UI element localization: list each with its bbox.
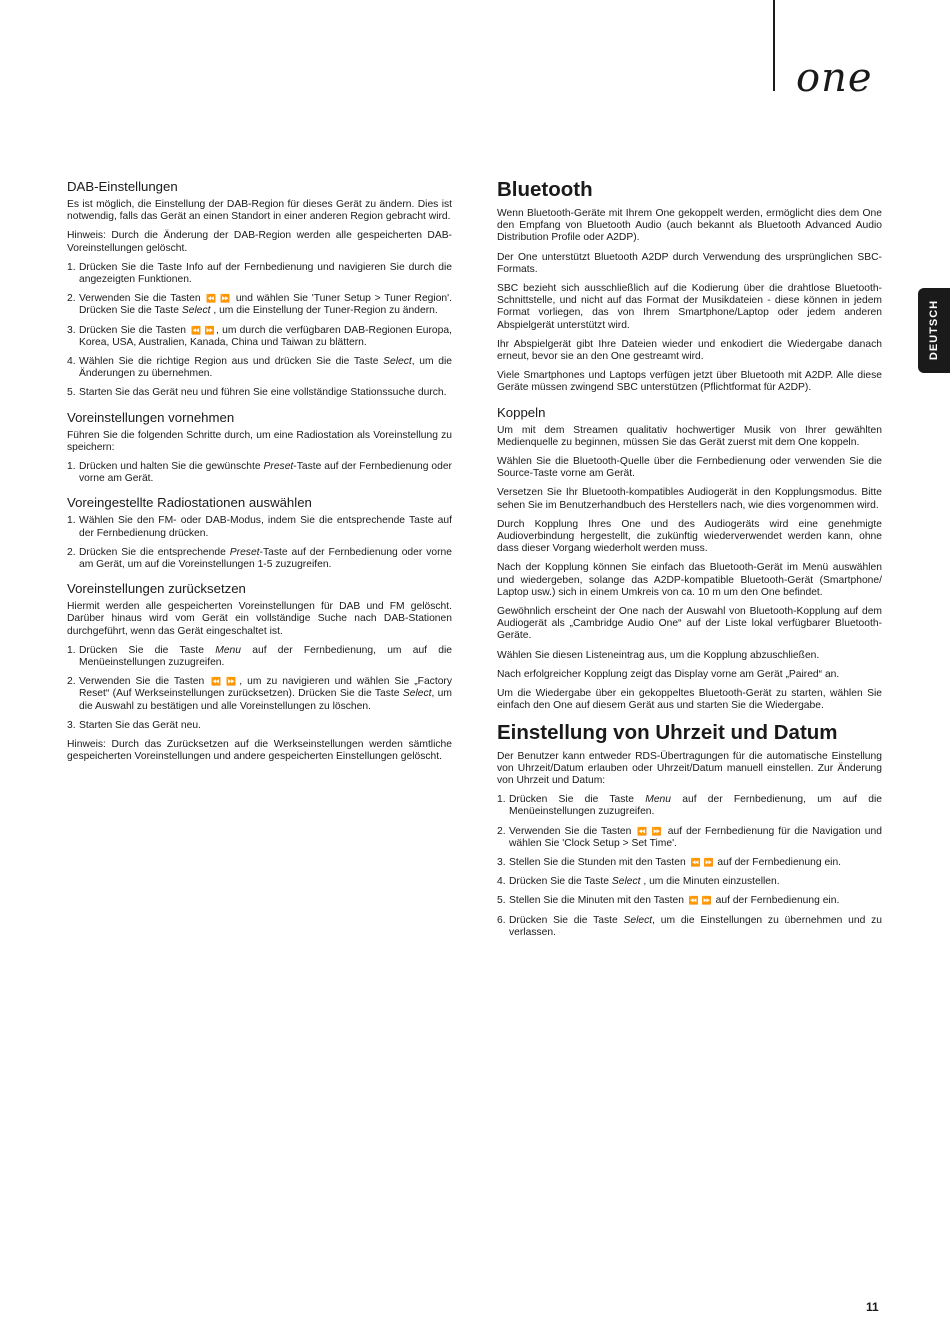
dab-intro-paragraph: Es ist möglich, die Einstellung der DAB-Region für dieses Gerät zu ändern. Dies ist notwendig, falls das Gerät an einen Standort in einer anderen Region gebracht wird. [67, 199, 452, 223]
bluetooth-paragraph: Der One unterstützt Bluetooth A2DP durch Verwendung des ursprünglichen SBC-Formats. [497, 251, 882, 275]
pairing-paragraph: Versetzen Sie Ihr Bluetooth-kompatibles Audiogerät in den Kopplungsmodus. Bitte sehen Sie im Benutzerhandbuch des Herstellers nach, wie dies vorgenommen wird. [497, 487, 882, 511]
list-item: 3. Stellen Sie die Stunden mit den Tasten ⏪ ⏩ auf der Fernbedienung ein. [497, 856, 842, 868]
list-item: 3. Starten Sie das Gerät neu. [67, 719, 201, 731]
pairing-paragraph: Um mit dem Streamen qualitativ hochwertiger Musik von Ihrer gewählten Medienquelle zu beginnen, müssen Sie das Gerät zuerst mit dem One koppeln. [497, 424, 882, 448]
select-steps-list [67, 515, 452, 571]
list-item: 6. Drücken Sie die Taste Select, um die Einstellungen zu übernehmen und zu verlassen. [497, 914, 882, 938]
list-item: 3. Drücken Sie die Tasten ⏪ ⏩ , um durch die verfügbaren DAB-Regionen Europa, Korea, USA, Australien, Kanada, China und Taiwan zu blättern. [67, 324, 452, 348]
list-item: 5. Starten Sie das Gerät neu und führen Sie eine vollständige Stationssuche durch. [67, 387, 447, 399]
list-item: 5. Stellen Sie die Minuten mit den Tasten ⏪ ⏩ auf der Fernbedienung ein. [497, 895, 840, 907]
right-column [497, 178, 882, 946]
page-number: 11 [866, 1300, 879, 1314]
reset-note-paragraph: Hinweis: Durch das Zurücksetzen auf die Werkseinstellungen werden sämtliche gespeicherten Voreinstellungen und andere gespeicherten Einstellungen gelöscht. [67, 739, 452, 763]
list-item: 2. Drücken Sie die entsprechende Preset-Taste auf der Fernbedienung oder vorne am Gerät, um auf die Voreinstellungen 1-5 zuzugreifen. [67, 546, 452, 571]
language-tab-label: DEUTSCH [928, 299, 940, 361]
list-item: 2. Verwenden Sie die Tasten ⏪ ⏩ auf der Fernbedienung für die Navigation und wählen Sie 'Clock Setup > Set Time'. [497, 825, 882, 849]
skip-back-icon: ⏪ [191, 325, 201, 335]
pairing-paragraph: Nach erfolgreicher Kopplung zeigt das Display vorne am Gerät „Paired“ an. [497, 668, 840, 680]
bluetooth-paragraph: SBC bezieht sich ausschließlich auf die Kodierung über die drahtlose Bluetooth-Schnittstelle, und nicht auf das Format der Musikdateien - diese können in jedem Format vorliegen, das von Ihrem Smartphone/Laptop oder jedem anderen Abspielgerät unterstützt wird. [497, 283, 882, 331]
skip-forward-icon: ⏩ [220, 294, 231, 304]
dab-settings-heading: DAB-Einstellungen [67, 179, 178, 194]
list-item: 1. Drücken und halten Sie die gewünschte Preset-Taste auf der Fernbedienung oder vorne am Gerät. [67, 461, 452, 485]
list-item: 1. Drücken Sie die Taste Menu auf der Fernbedienung, um auf die Menüeinstellungen zuzugreifen. [67, 644, 452, 669]
pairing-paragraph: Gewöhnlich erscheint der One nach der Auswahl von Bluetooth-Kopplung auf dem Audiogerät als „Cambridge Audio One“ auf der Liste lokal verfügbarer Bluetooth-Geräte. [497, 606, 882, 642]
select-presets-heading: Voreingestellte Radiostationen auswählen [67, 495, 312, 511]
skip-back-icon: ⏪ [211, 677, 223, 687]
skip-forward-icon: ⏩ [226, 677, 238, 687]
list-item: 4. Wählen Sie die richtige Region aus und drücken Sie die Taste Select, um die Änderungen zu übernehmen. [67, 356, 452, 380]
skip-back-icon: ⏪ [637, 826, 648, 836]
bluetooth-paragraph: Viele Smartphones und Laptops verfügen jetzt über Bluetooth mit A2DP. Alle diese Geräte müssen zwingend SBC unterstützen (Pflichtformat für A2DP). [497, 370, 882, 394]
pairing-paragraph: Nach der Kopplung können Sie einfach das Bluetooth-Gerät im Menü auswählen und wiedergeben, solange das A2DP-kompatible Bluetooth-Gerät (Smartphone/ Laptop usw.) sich in einem Umkreis von ca. 10 m um den One befindet. [497, 562, 882, 598]
pairing-paragraph: Um die Wiedergabe über ein gekoppeltes Bluetooth-Gerät zu starten, wählen Sie einfach den One auf diesem Gerät aus und starten Sie die Wiedergabe. [497, 688, 882, 712]
list-item: 4. Drücken Sie die Taste Select , um die Minuten einzustellen. [497, 876, 780, 888]
brand-logo: one [796, 55, 873, 101]
dab-note-paragraph: Hinweis: Durch die Änderung der DAB-Region werden alle gespeicherten DAB-Voreinstellungen gelöscht. [67, 230, 452, 254]
reset-presets-heading: Voreinstellungen zurücksetzen [67, 581, 246, 597]
pairing-paragraph: Wählen Sie diesen Listeneintrag aus, um die Kopplung abzuschließen. [497, 649, 820, 661]
presets-steps-list [67, 461, 452, 485]
pairing-heading: Koppeln [497, 404, 546, 420]
reset-intro-paragraph: Hiermit werden alle gespeicherten Voreinstellungen für DAB und FM gelöscht. Darüber hinaus wird vom Gerät ein vollständige Suche nach DAB-Stationen durchgeführt, wenn das Gerät eingeschaltet ist. [67, 601, 452, 637]
clock-settings-heading: Einstellung von Uhrzeit und Datum [497, 720, 838, 744]
skip-back-icon: ⏪ [206, 294, 217, 304]
skip-forward-icon: ⏩ [204, 325, 214, 335]
reset-steps-list [67, 645, 452, 732]
bluetooth-heading: Bluetooth [497, 178, 593, 201]
pairing-paragraph: Durch Kopplung Ihres One und des Audiogeräts wird eine genehmigte Audioverbindung hergestellt, die zukünftig wiederverwendet werden kann, ohne dass dieser Vorgang wiederholt werden muss. [497, 518, 882, 555]
skip-forward-icon: ⏩ [701, 896, 711, 906]
list-item: 1. Wählen Sie den FM- oder DAB-Modus, indem Sie die entsprechende Taste auf der Fernbedienung drücken. [67, 515, 452, 539]
list-item: 1. Drücken Sie die Taste Menu auf der Fernbedienung, um auf die Menüeinstellungen zuzugreifen. [497, 794, 882, 818]
list-item: 2. Verwenden Sie die Tasten ⏪ ⏩ , um zu navigieren und wählen Sie „Factory Reset“ (Auf Werkseinstellungen zurücksetzen). Drücken Sie die Taste Select, um die Auswahl zu bestätigen und alle Voreinstellungen zu löschen. [67, 676, 452, 712]
clock-intro-paragraph: Der Benutzer kann entweder RDS-Übertragungen für die automatische Einstellung von Uhrzeit/Datum erlauben oder Uhrzeit/Datum manuell einstellen. Zur Änderung von Uhrzeit und Datum: [497, 750, 882, 786]
list-item: 2. Verwenden Sie die Tasten ⏪ ⏩ und wählen Sie 'Tuner Setup > Tuner Region'. Drücken Sie die Taste Select , um die Einstellung der Tuner-Region zu ändern. [67, 293, 452, 317]
dab-steps-list [67, 262, 452, 400]
skip-forward-icon: ⏩ [703, 857, 713, 867]
bluetooth-paragraph: Wenn Bluetooth-Geräte mit Ihrem One gekoppelt werden, ermöglicht dies dem One den Empfang von Bluetooth Audio (auch bekannt als Bluetooth Advanced Audio Distribution Profile oder A2DP). [497, 208, 882, 244]
language-tab [918, 288, 950, 373]
left-column [67, 179, 452, 771]
presets-intro-paragraph: Führen Sie die folgenden Schritte durch, um eine Radiostation als Voreinstellung zu speichern: [67, 429, 452, 453]
header-divider-line [773, 0, 775, 91]
pairing-paragraph: Wählen Sie die Bluetooth-Quelle über die Fernbedienung oder verwenden Sie die Source-Taste vorne am Gerät. [497, 456, 882, 480]
presets-heading: Voreinstellungen vornehmen [67, 409, 235, 425]
skip-back-icon: ⏪ [688, 896, 698, 906]
clock-steps-list [497, 794, 882, 939]
skip-forward-icon: ⏩ [651, 826, 662, 836]
bluetooth-paragraph: Ihr Abspielgerät gibt Ihre Dateien wieder und enkodiert die Wiedergabe danach erneut, bevor sie an den One gestreamt wird. [497, 338, 882, 363]
skip-back-icon: ⏪ [690, 857, 700, 867]
list-item: 1. Drücken Sie die Taste Info auf der Fernbedienung und navigieren Sie durch die angezeigten Funktionen. [67, 261, 452, 286]
